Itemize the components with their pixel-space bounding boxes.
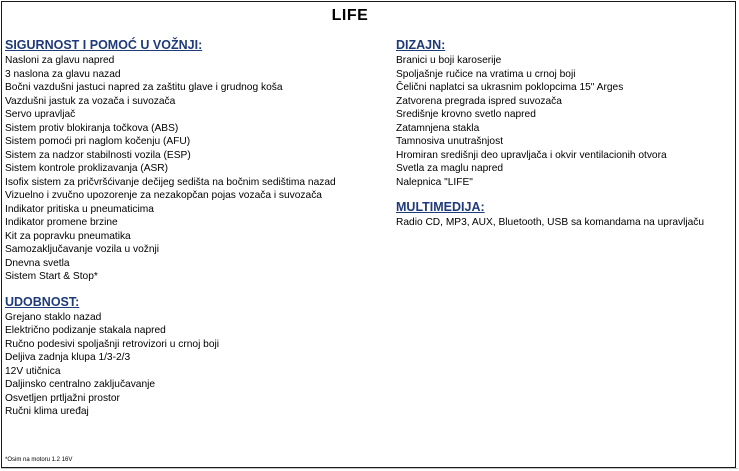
list-item: Sistem za nadzor stabilnosti vozila (ESP) xyxy=(5,149,191,161)
multimedia-heading: MULTIMEDIJA: xyxy=(396,200,485,214)
design-list xyxy=(396,54,731,189)
list-item: Sistem kontrole proklizavanja (ASR) xyxy=(5,163,169,174)
list-item: Servo upravljač xyxy=(5,109,76,120)
comfort-heading: UDOBNOST: xyxy=(5,294,80,309)
safety-list xyxy=(5,54,385,284)
list-item: 3 naslona za glavu nazad xyxy=(5,68,121,80)
list-item: Električno podizanje stakala napred xyxy=(5,325,166,336)
list-item: Sistem protiv blokiranja točkova (ABS) xyxy=(5,122,179,134)
list-item: Osvetljen prtljažni prostor xyxy=(5,392,120,404)
list-item: Branici u boji karoserije xyxy=(396,55,502,66)
list-item: Bočni vazdušni jastuci napred za zaštitu glave i grudnog koša xyxy=(5,82,283,93)
list-item: Indikator pritiska u pneumaticima xyxy=(5,203,154,215)
bottom-divider xyxy=(1,468,738,469)
list-item: Zatvorena pregrada ispred suvozača xyxy=(396,95,562,107)
list-item: Spoljašnje ručice na vratima u crnoj boji xyxy=(396,68,576,80)
list-item: Samozaključavanje vozila u vožnji xyxy=(5,244,160,255)
comfort-list xyxy=(5,311,385,419)
list-item: Središnje krovno svetlo napred xyxy=(396,109,536,120)
design-heading: DIZAJN: xyxy=(396,38,446,52)
list-item: Daljinsko centralno zaključavanje xyxy=(5,379,156,390)
list-item: Radio CD, MP3, AUX, Bluetooth, USB sa komandama na upravljaču xyxy=(396,217,705,228)
list-item: Grejano staklo nazad xyxy=(5,311,102,323)
list-item: Čelični naplatci sa ukrasnim poklopcima 15" Arges xyxy=(396,82,624,93)
list-item: Vizuelno i zvučno upozorenje za nezakopčan pojas vozača i suvozača xyxy=(5,190,322,201)
list-item: Nasloni za glavu napred xyxy=(5,55,115,66)
list-item: Sistem pomoći pri naglom kočenju (AFU) xyxy=(5,136,191,147)
multimedia-list xyxy=(396,216,731,230)
list-item: Vazdušni jastuk za vozača i suvozača xyxy=(5,95,176,107)
list-item: Kit za popravku pneumatika xyxy=(5,230,131,242)
list-item: Isofix sistem za pričvršćivanje dečijeg sedišta na bočnim sedištima nazad xyxy=(5,176,336,188)
safety-heading: SIGURNOST I POMOĆ U VOŽNJI: xyxy=(5,38,203,52)
list-item: Ručno podesivi spoljašnji retrovizori u crnoj boji xyxy=(5,338,220,350)
list-item: Zatamnjena stakla xyxy=(396,122,480,134)
left-column xyxy=(5,38,385,419)
list-item: Sistem Start & Stop* xyxy=(5,271,98,282)
footnote: *Osim na motoru 1.2 16V xyxy=(5,457,73,463)
list-item: Nalepnica "LIFE" xyxy=(396,176,473,188)
list-item: Ručni klima uređaj xyxy=(5,406,89,417)
page-title: LIFE xyxy=(331,7,369,24)
list-item: Indikator promene brzine xyxy=(5,217,118,228)
list-item: Hromiran središnji deo upravljača i okvir ventilacionih otvora xyxy=(396,149,667,161)
list-item: Deljiva zadnja klupa 1/3-2/3 xyxy=(5,352,131,363)
right-column xyxy=(396,38,731,230)
list-item: Dnevna svetla xyxy=(5,257,70,269)
list-item: 12V utičnica xyxy=(5,365,61,377)
list-item: Svetla za maglu napred xyxy=(396,163,504,174)
list-item: Tamnosiva unutrašnjost xyxy=(396,136,504,147)
